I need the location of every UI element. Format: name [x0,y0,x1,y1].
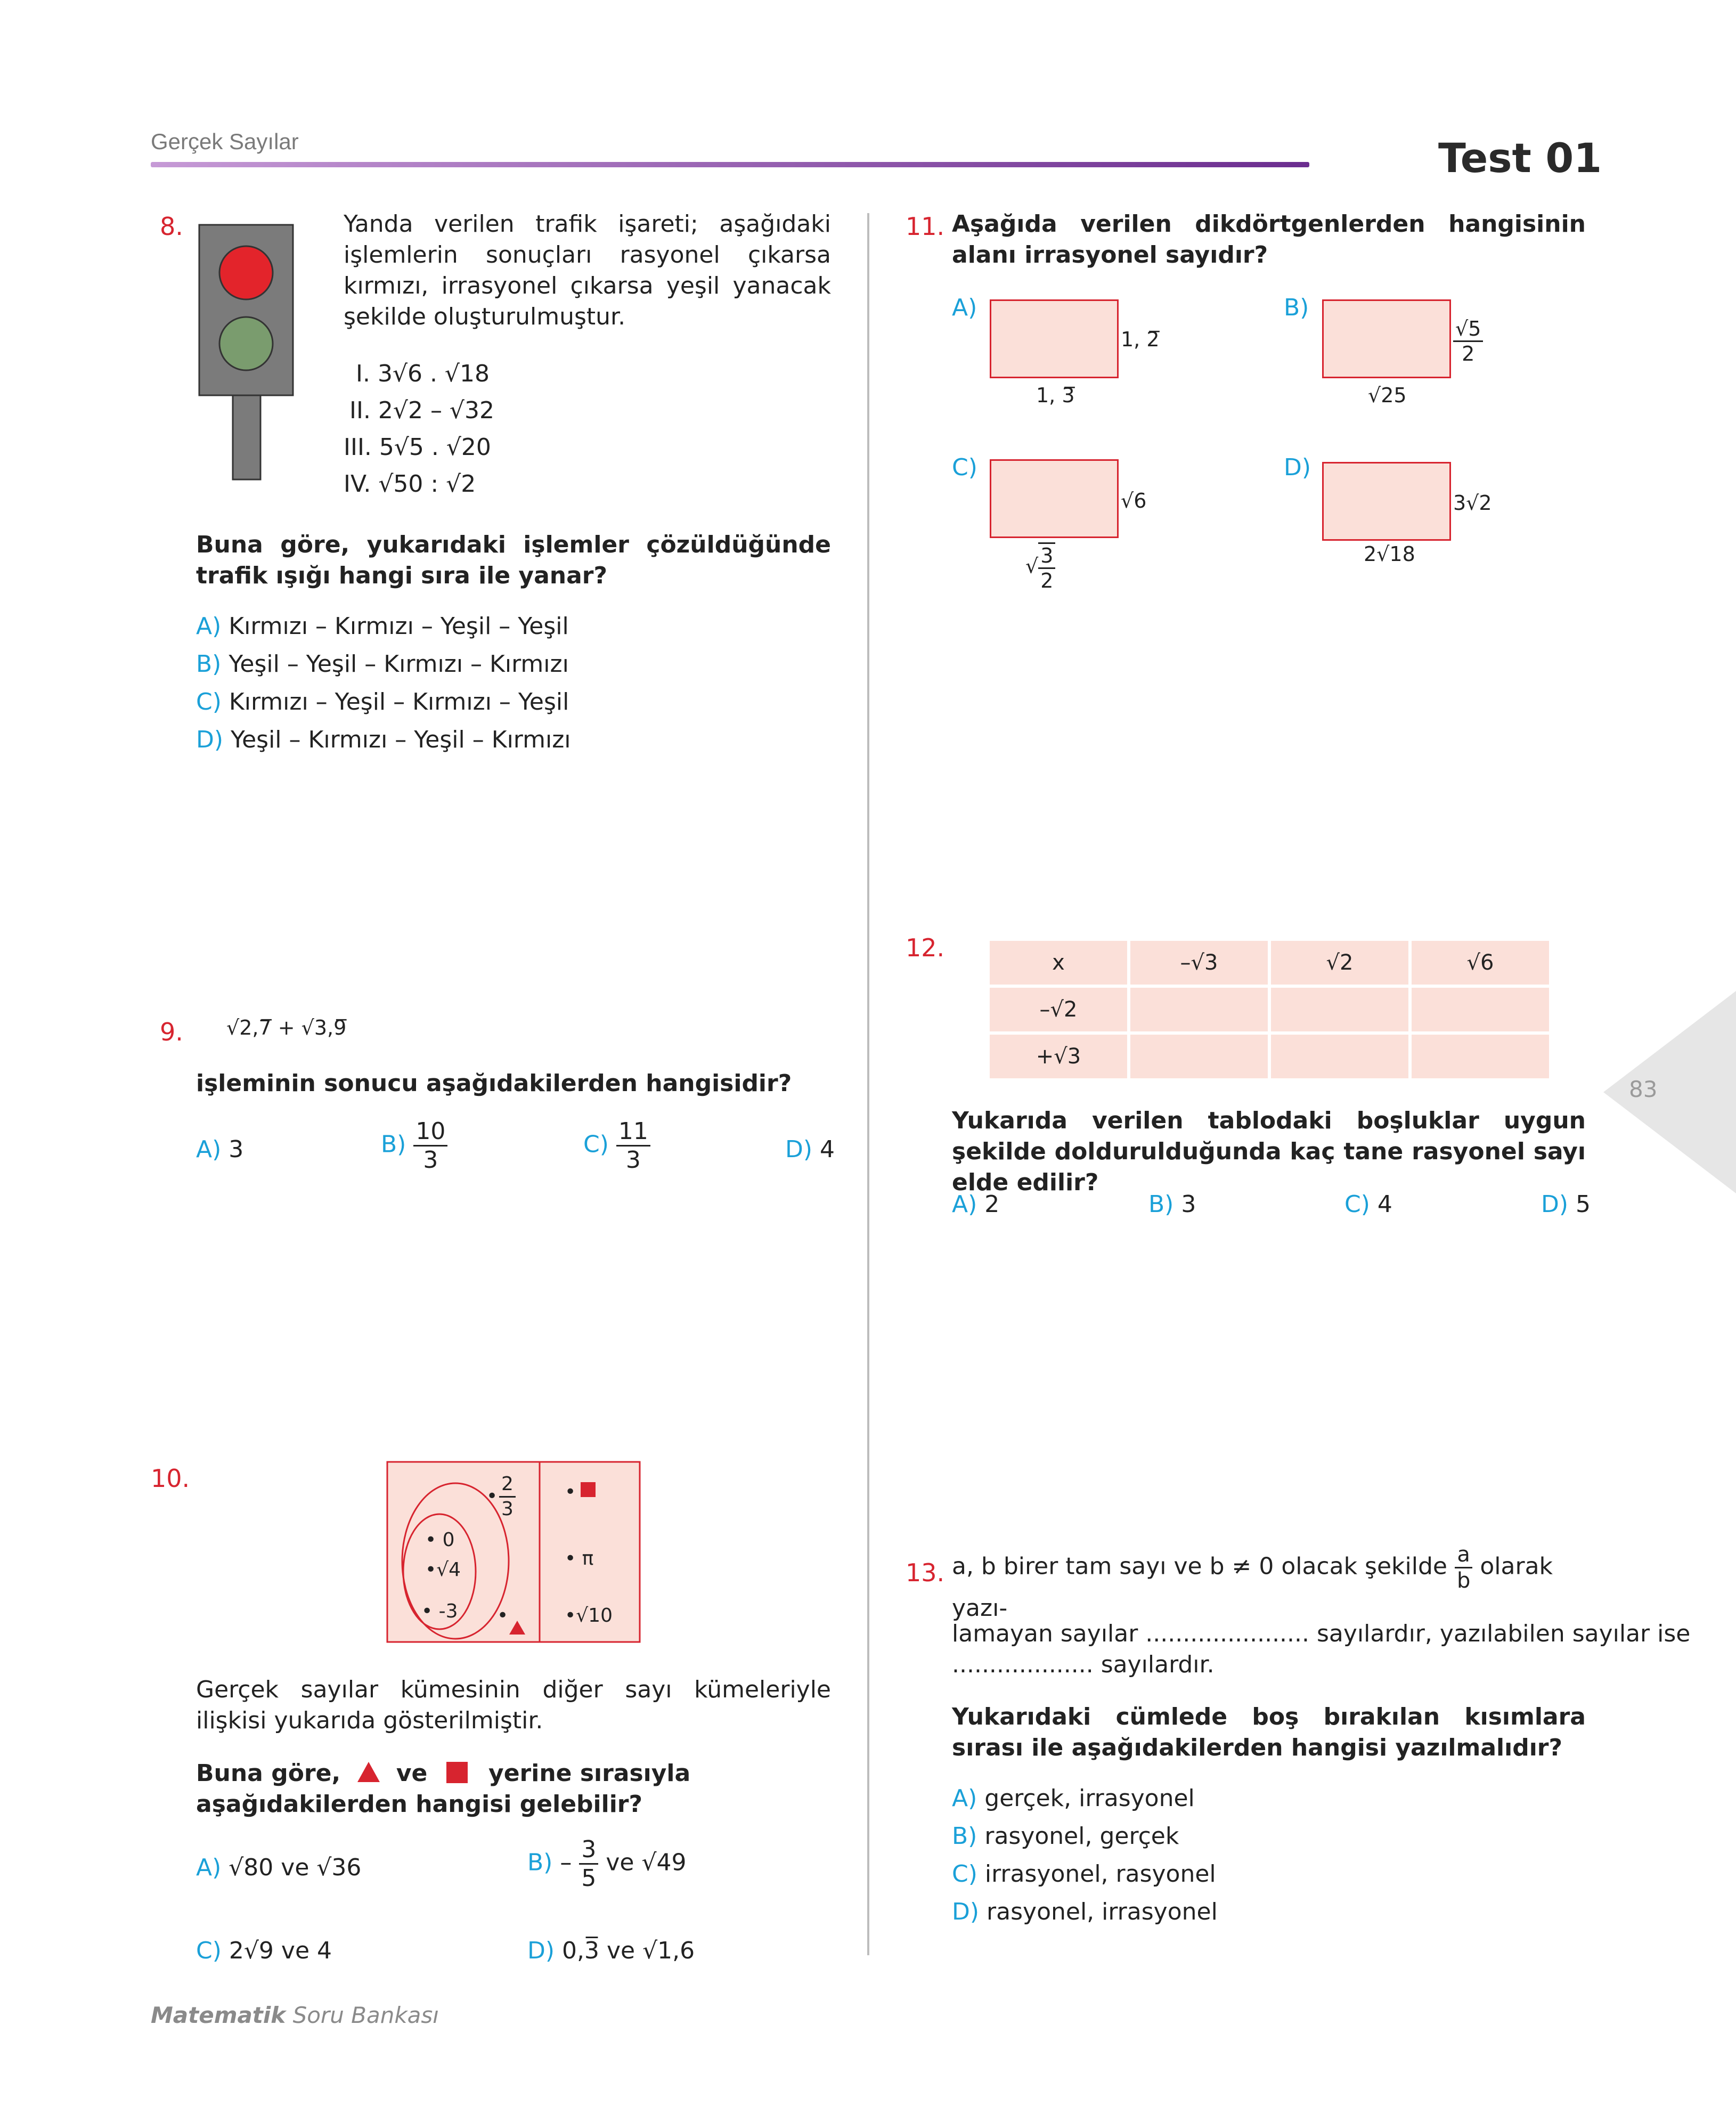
q13-line3: ................... sayılardır. [952,1651,1215,1678]
q11-c-side: √6 [1121,489,1147,513]
table-row-label: –√2 [990,988,1127,1031]
q11-option-c[interactable]: C) [952,454,977,481]
q11-b-bottom: √25 [1368,384,1407,407]
q11-question: Aşağıda verilen dikdörtgenlerden hangisinin alanı irrasyonel sayıdır? [952,210,1586,269]
q11-option-a[interactable]: A) [952,294,977,321]
table-cell [1271,988,1408,1031]
q11-rect-a [990,299,1119,378]
table-cell [1412,988,1549,1031]
q8-item-2: II. 2√2 – √32 [349,397,494,424]
q11-c-bottom: √ $\frac{3}{2}$ [1025,542,1055,592]
q11-number: 11. [906,212,945,241]
section-title: Gerçek Sayılar [151,129,299,154]
q9-expression: √2,7̅ + √3,9̅ [226,1016,347,1039]
q11-a-bottom: 1, 3̅ [1036,384,1075,407]
triangle-icon [356,1761,381,1783]
q9-number: 9. [160,1018,183,1046]
fraction-two-thirds: $\frac{2}{3}$ [499,1473,516,1521]
q8-item-3: III. 5√5 . √20 [344,434,491,461]
q13-option-a[interactable]: A) gerçek, irrasyonel [952,1785,1195,1812]
q13-option-b[interactable]: B) rasyonel, gerçek [952,1823,1179,1850]
table-row-label: +√3 [990,1035,1127,1078]
q12-option-b[interactable]: B) 3 [1148,1191,1196,1218]
q12-question: Yukarıda verilen tablodaki boşluklar uygun şekilde doldurulduğunda kaç tane rasyonel sayı elde edilir? [952,1107,1586,1196]
q11-rect-c [990,459,1119,538]
q8-question: Buna göre, yukarıdaki işlemler çözüldüğünde trafik ışığı hangi sıra ile yanar? [196,531,831,589]
table-header-sqrt2: √2 [1271,941,1408,985]
table-header-minus-sqrt3: –√3 [1130,941,1268,985]
set-item-pi: • π [565,1548,594,1570]
q10-option-a[interactable]: A) √80 ve √36 [196,1854,362,1881]
square-dot: • [565,1481,576,1503]
column-divider [867,213,869,1955]
q9-option-b[interactable]: B) $\frac{10}{3}$ [381,1118,447,1174]
q13-option-c[interactable]: C) irrasyonel, rasyonel [952,1860,1216,1888]
table-cell [1271,1035,1408,1078]
q9-option-a[interactable]: A) 3 [196,1136,244,1163]
q9-option-c[interactable]: C) $\frac{11}{3}$ [583,1118,650,1174]
table-header-x: x [990,941,1127,985]
q13-option-d[interactable]: D) rasyonel, irrasyonel [952,1898,1218,1925]
square-icon [445,1761,469,1784]
q12-option-a[interactable]: A) 2 [952,1191,1000,1218]
footer-brand: Matematik Soru Bankası [151,2002,439,2028]
table-cell [1130,1035,1268,1078]
q12-option-d[interactable]: D) 5 [1541,1191,1591,1218]
table-cell [1130,988,1268,1031]
q10-intro: Gerçek sayılar kümesinin diğer sayı kümeleriyle ilişkisi yukarıda gösterilmiştir. [196,1676,831,1734]
q11-d-side: 3√2 [1453,491,1492,515]
q11-rect-d [1322,462,1451,541]
q8-intro: Yanda verilen trafik işareti; aşağıdaki işlemlerin sonuçları rasyonel çıkarsa kırmızı, irrasyonel çıkarsa yeşil yanacak şekilde oluşturulmuştur. [344,210,831,330]
frac-dot: • [486,1485,498,1507]
set-item-sqrt10: •√10 [565,1605,613,1627]
q10-option-b[interactable]: B) – $\frac{3}{5}$ ve √49 [527,1836,687,1892]
q11-b-side: $\frac{√5}{2}$ [1453,317,1483,365]
q8-item-4: IV. √50 : √2 [344,470,476,498]
q10-number: 10. [151,1464,190,1493]
q11-d-bottom: 2√18 [1364,542,1415,566]
q9-question: işleminin sonucu aşağıdakilerden hangisidir? [196,1070,792,1097]
q10-option-c[interactable]: C) 2√9 ve 4 [196,1937,332,1964]
q12-number: 12. [906,933,945,962]
q8-option-a[interactable]: A) Kırmızı – Kırmızı – Yeşil – Yeşil [196,613,569,640]
q11-a-side: 1, 2̅ [1121,328,1160,351]
page-tab [1603,991,1736,1193]
q13-line2: lamayan sayılar ...................... sayılardır, yazılabilen sayılar ise [952,1620,1691,1647]
q11-rect-b [1322,299,1451,378]
q13-line1: a, b birer tam sayı ve b ≠ 0 olacak şekilde $\frac{a}{b}$ olarak yazı- [952,1542,1553,1622]
set-item-sqrt4: •√4 [425,1559,461,1581]
q8-option-c[interactable]: C) Kırmızı – Yeşil – Kırmızı – Yeşil [196,688,569,715]
multiplication-table [987,938,1552,1082]
table-header-sqrt6: √6 [1412,941,1549,985]
page-number: 83 [1629,1076,1658,1102]
q8-option-d[interactable]: D) Yeşil – Kırmızı – Yeşil – Kırmızı [196,726,571,753]
header-divider [151,162,1309,167]
q8-item-1: I. 3√6 . √18 [356,360,490,387]
traffic-light-icon [198,224,295,481]
test-label: Test 01 [1438,134,1602,182]
q13-question: Yukarıdaki cümlede boş bırakılan kısımlara sırası ile aşağıdakilerden hangisi yazılmalıdır? [952,1703,1586,1761]
q10-option-d[interactable]: D) 0,3̅ ve √1,6 [527,1937,695,1964]
q11-option-d[interactable]: D) [1284,454,1311,481]
number-sets-diagram [386,1461,641,1643]
q8-number: 8. [160,212,183,241]
q9-option-d[interactable]: D) 4 [785,1136,835,1163]
q10-question: Buna göre, ve yerine sırasıyla aşağıdakilerden hangisi gelebilir? [196,1760,691,1818]
q8-option-b[interactable]: B) Yeşil – Yeşil – Kırmızı – Kırmızı [196,651,569,678]
triangle-dot: • [497,1605,509,1627]
q11-option-b[interactable]: B) [1284,294,1309,321]
q13-number: 13. [906,1558,945,1587]
table-cell [1412,1035,1549,1078]
q12-option-c[interactable]: C) 4 [1344,1191,1392,1218]
set-item-minus3: • -3 [421,1600,458,1622]
set-item-zero: • 0 [425,1529,455,1551]
